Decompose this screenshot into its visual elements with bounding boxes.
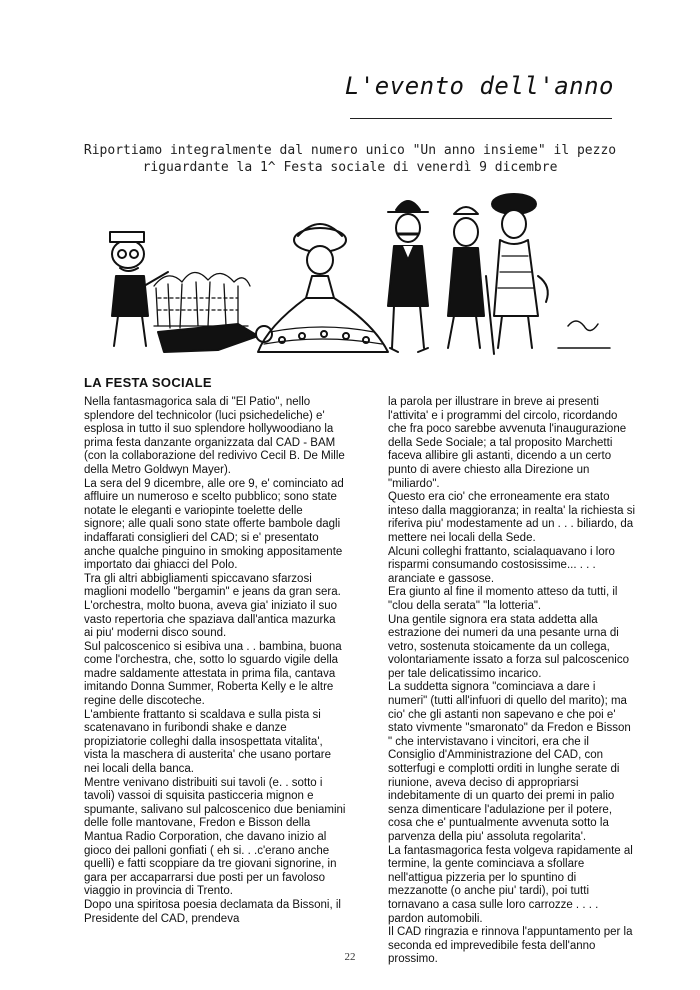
article-paragraph: Dopo una spiritosa poesia declamata da Bissoni, il Presidente del CAD, prendeva <box>84 898 341 925</box>
header-divider <box>350 118 612 119</box>
article-paragraph: Alcuni colleghi frattanto, scialaquavano i loro risparmi consumando costosissime... . . . aranciate e gassose. <box>388 545 615 585</box>
cartoon-lady-dress <box>258 224 388 352</box>
cartoon-man-bowler <box>388 201 428 352</box>
article-column-left <box>84 396 346 926</box>
article-paragraph: Questo era cio' che erroneamente era stato inteso dalla maggioranza; in realta' la richiesta si riferiva piu' modestamente ad un . . . biliardo, da mettere nei locali della Sede. <box>388 491 636 544</box>
cartoon-man-cane <box>448 207 494 354</box>
article-paragraph: Nella fantasmagorica sala di "El Patio", nello splendore del technicolor (luci psichedeliche) e' esplosa in tutto il suo splendore hollywoodiano la prima festa danzante organizzata dal CAD - BAM (con la collaborazione del redivivo Cecil B. De Mille della Metro Goldwyn Mayer). <box>84 396 345 476</box>
article-paragraph: Il CAD ringrazia e rinnova l'appuntamento per la seconda ed imprevedibile festa dell'anno prossimo. <box>388 926 633 966</box>
article-title: LA FESTA SOCIALE <box>84 375 212 390</box>
article-paragraph: Tra gli altri abbigliamenti spiccavano sfarzosi maglioni modello "bergamin" e jeans da gran sera. <box>84 572 341 599</box>
cartoon-crowd <box>154 272 250 328</box>
cartoon-man-left <box>110 232 168 346</box>
article-paragraph: Sul palcoscenico si esibiva una . . bambina, buona come l'orchestra, che, sotto lo sguardo vigile della madre saldamente attestata in prima fila, cantava imitando Donna Summer, Roberta Kelly e le altre regine delle discoteche. <box>84 640 342 708</box>
article-paragraph: la parola per illustrare in breve ai presenti l'attivita' e i programmi del circolo, ricordando che fra poco sarebbe avvenuta l'inaugurazione della Sede Sociale; a tal proposito Marchetti faceva allibire gli astanti, dicendo a un certo punto di avere chiesto alla Direzione un "miliardo". <box>388 396 627 490</box>
intro-line-2: riguardante la 1^ Festa sociale di venerdì 9 dicembre <box>142 160 558 175</box>
article-paragraph: La fantasmagorica festa volgeva rapidamente al termine, la gente cominciava a sfollare nell'attigua pizzeria per lo spuntino di mezzanotte (o anche piu' tardi), poi tutti tornavano a casa sulle loro carrozze . . . . pardon automobili. <box>388 844 633 925</box>
cartoon-man-lying <box>158 324 272 352</box>
article-column-right <box>388 396 636 967</box>
cartoon-illustration <box>98 176 618 372</box>
intro-text <box>40 142 660 176</box>
article-paragraph: La suddetta signora "cominciava a dare i numeri" (tutti all'infuori di quello del marito); ma cio' che gli astanti non sapevano e che poi e' stato vivmente "smaronato" da Fredon e Bisson " che intervistavano i vincitori, era che il Consiglio d'Amministrazione del CAD, con sotterfugi e complotti orditi in lunghe serate di riunione, aveva deciso di appropriarsi indebitamente di un quarto dei premi in palio senza dimenticare l'adulazione per il potere, cosa che e' puntualmente avvenuta sotto la parvenza della piu' assoluta regolarita'. <box>388 681 631 843</box>
page-header-title: L'evento dell'anno <box>344 72 614 100</box>
article-paragraph: Una gentile signora era stata addetta alla estrazione dei numeri da una pesante urna di vetro, sostenuta stoicamente da un collega, volontariamente issato a forza sul palcoscenico per tale delicatissimo incarico. <box>388 613 629 680</box>
article-paragraph: L'orchestra, molto buona, aveva gia' iniziato il suo vasto repertoria che spaziava dall'antica mazurka ai piu' moderni disco sound. <box>84 599 338 640</box>
article-paragraph: La sera del 9 dicembre, alle ore 9, e' cominciato ad affluire un numeroso e scelto pubblico; sono state notate le eleganti e variopinte toelette delle signore; alle quali sono state offerte bambole dagli indaffarati consiglieri del CAD; si e' presentato anche qualche pinguino in smoking appositamente importato dai ghiacci del Polo. <box>84 477 344 572</box>
cartoon-woman-hat <box>492 194 548 348</box>
article-paragraph: L'ambiente frattanto si scaldava e sulla pista si scatenavano in furibondi shake e danze propiziatorie colleghi dalla insospettata vitalita', vista la maschera di austerita' che usano portare nei locali della banca. <box>84 708 332 776</box>
article-paragraph: Era giunto al fine il momento atteso da tutti, il "clou della serata" "la lotteria". <box>388 586 618 612</box>
article-paragraph: Mentre venivano distribuiti sui tavoli (e. . sotto i tavoli) vassoi di squisita pasticceria mignon e spumante, salivano sul palcoscenico due beniamini delle folle mantovane, Fredon e Bisson della Mantua Radio Corporation, che davano inizio al gioco dei palloni gonfiati ( eh si. . .c'erano anche quelli) e fatti scoppiare da tre giovani signorine, in gara per accaparrarsi due posti per un favoloso viaggio in provincia di Trento. <box>84 776 346 898</box>
artist-signature <box>558 321 610 348</box>
intro-line-1: Riportiamo integralmente dal numero unico "Un anno insieme" il pezzo <box>83 143 617 158</box>
page-number: 22 <box>344 951 356 963</box>
